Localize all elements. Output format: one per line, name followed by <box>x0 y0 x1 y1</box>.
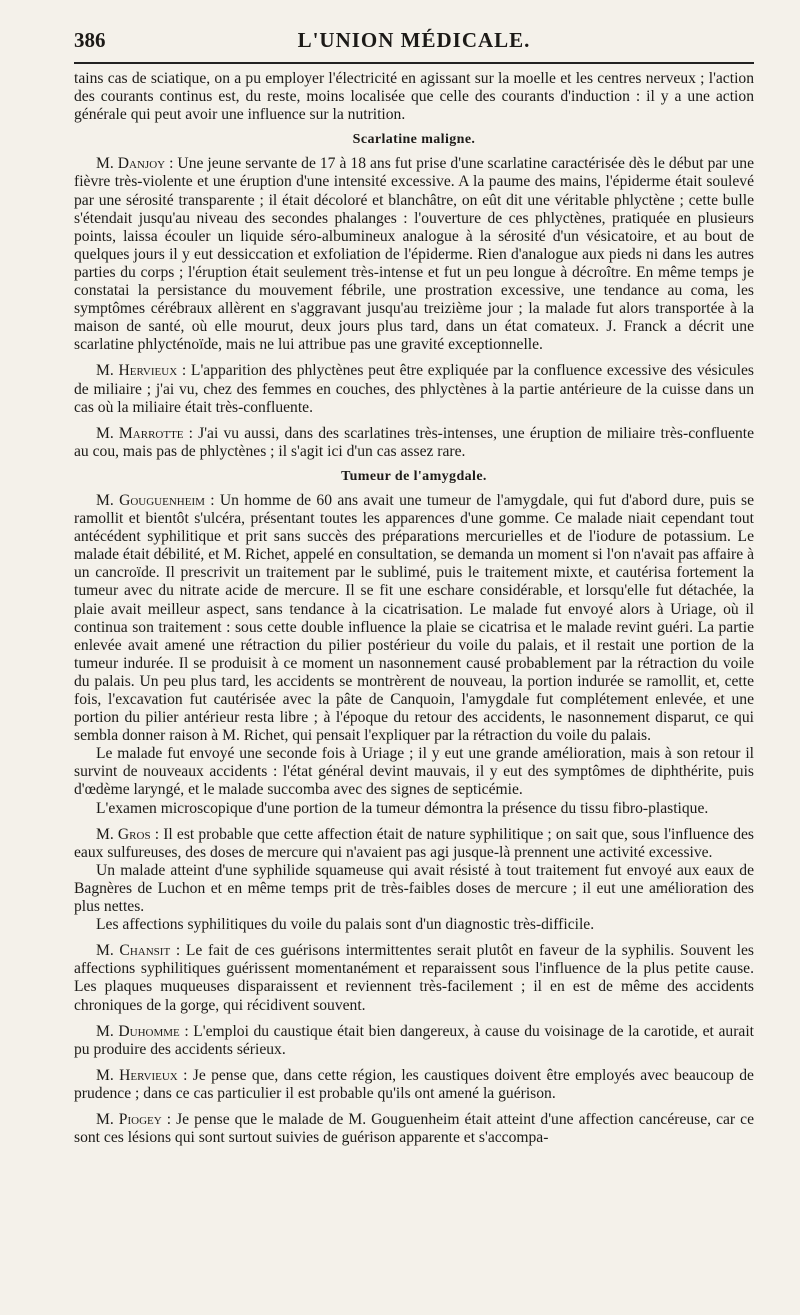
paragraph-text: : L'apparition des phlyctènes peut être expliquée par la confluence excessive des vésicules de miliaire ; j'ai vu, chez des femmes en couches, des phlyctènes à la partie antérieure de la cuisse dans un cas où la miliaire était très-confluente. <box>74 362 754 416</box>
paragraph <box>74 826 754 862</box>
article-body <box>74 70 754 1147</box>
paragraph <box>74 362 754 416</box>
header-rule <box>74 62 754 64</box>
paragraph <box>74 1067 754 1103</box>
paragraph <box>74 1023 754 1059</box>
paragraph <box>74 745 754 799</box>
paragraph-text: : Une jeune servante de 17 à 18 ans fut prise d'une scarlatine caractérisée dès le début par une fièvre très-violente et une éruption d'une intensité excessive. A la paume des mains, l'épiderme était soulevé par une sérosité transparente ; il était décoloré et blanchâtre, on eût dit une véritable phlyctène ; cette bulle s'étendait jusqu'au niveau des secondes phalanges : l'ouverture de ces phlyctènes, pratiquée en plusieurs points, laissa écouler un liquide séro-albumineux analogue à la sérosité d'un vésicatoire, et au bout de quelques jours il y eut dessiccation et exfoliation de l'épiderme. Rien d'analogue aux pieds ni dans les autres parties du corps ; l'éruption était seulement très-intense et fut un peu longue à décroître. En même temps je constatai la persistance du mouvement fébrile, une prostration excessive, une tendance au coma, les symptômes cérébraux allèrent en s'aggravant jusqu'au treizième jour ; la malade fut alors transportée à la maison de santé, où elle mourut, deux jours plus tard, dans un état comateux. J. Franck a décrit une scarlatine phlycténoïde, mais ne lui attribue pas une gravité exceptionnelle. <box>74 155 755 354</box>
paragraph-text: Le malade fut envoyé une seconde fois à Uriage ; il y eut une grande amélioration, mais à son retour il survint de nouveaux accidents : l'état général devint mauvais, il y eut des symptômes de diphthérite, puis d'œdème laryngé, et le malade succomba avec des signes de septicémie. <box>74 745 754 799</box>
paragraph-text: L'examen microscopique d'une portion de la tumeur démontra la présence du tissu fibro-plastique. <box>96 799 709 817</box>
speaker-name: M. Marrotte <box>96 424 184 442</box>
paragraph-text: : Je pense que le malade de M. Gouguenheim était atteint d'une affection cancéreuse, car ce sont ces lésions qui sont surtout suivies de guérison apparente et s'accompa- <box>74 1110 754 1147</box>
paragraph <box>74 916 754 934</box>
speaker-name: M. Duhomme <box>96 1022 180 1040</box>
page-number: 386 <box>74 28 106 52</box>
paragraph-text: Un malade atteint d'une syphilide squameuse qui avait résisté à tout traitement fut envoyé aux eaux de Bagnères de Luchon et en même temps prit de très-faibles doses de mercure ; il eut une amélioration des plus nettes. <box>74 861 754 916</box>
paragraph <box>74 800 754 818</box>
section-heading: Scarlatine maligne. <box>352 132 476 148</box>
paragraph-text: : Il est probable que cette affection était de nature syphilitique ; on sait que, sous l'influence des eaux sulfureuses, des doses de mercure qui n'avaient pas agi jusque-là prennent une activité excessive. <box>74 825 754 861</box>
paragraph <box>74 70 754 124</box>
speaker-name: M. Gouguenheim <box>96 491 205 509</box>
speaker-name: M. Piogey <box>96 1110 162 1128</box>
speaker-name: M. Hervieux <box>96 1066 178 1084</box>
paragraph <box>74 1111 754 1147</box>
paragraph-text: : Le fait de ces guérisons intermittentes serait plutôt en faveur de la syphilis. Souvent les affections syphilitiques guérissent momentanément et reparaissent sous l'influence de la plus petite cause. Les plaques muqueuses disparaissent et reviennent très-facilement ; il en est de même des accidents chroniques de la gorge, qui récidivent souvent. <box>74 942 754 1014</box>
speaker-name: M. Chansit <box>96 942 171 960</box>
paragraph-text: : J'ai vu aussi, dans des scarlatines très-intenses, une éruption de miliaire très-confluente au cou, mais pas de phlyctènes ; il s'agit ici d'un cas assez rare. <box>74 424 754 460</box>
speaker-name: M. Danjoy <box>96 155 166 173</box>
paragraph <box>74 155 754 354</box>
speaker-name: M. Gros <box>96 825 151 843</box>
paragraph-text: : Un homme de 60 ans avait une tumeur de l'amygdale, qui fut d'abord dure, puis se ramollit et bientôt s'ulcéra, présentant toutes les apparences d'une gomme. Ce malade niait cependant tout antécédent syphilitique et prit sans succès des préparations mercurielles et de l'iodure de potassium. Le malade était débilité, et M. Richet, appelé en consultation, se demanda un moment si l'on n'avait pas affaire à un cancroïde. Il prescrivit un traitement par le sublimé, puis le traitement mixte, et cautérisa fortement la tumeur avec du nitrate acide de mercure. Il se fit une eschare considérable, et lorsqu'elle fut détachée, la plaie avait meilleur aspect, sans tendance à la cicatrisation. Le malade fut envoyé alors à Uriage, où il continua son traitement : sous cette double influence la plaie se cicatrisa et le malade revint guéri. La partie enlevée avait amené une rétraction du pilier postérieur du voile du palais, et il restait une portion de la tumeur indurée. Il se produisit à ce moment un nasonnement causé probablement par la rétraction du voile du palais. Un peu plus tard, les accidents se montrèrent de nouveau, la portion indurée se ramollit, et, cette fois, l'excavation fut cautérisée avec la pâte de Canquoin, l'amygdale fut complétement enlevée, et une portion du pilier antérieur resta libre ; à l'époque du retour des accidents, le nasonnement disparut, ce qui sembla donner raison à M. Richet, qui pensait l'expliquer par la rétraction du voile du palais. <box>74 491 754 745</box>
paragraph-text: : L'emploi du caustique était bien dangereux, à cause du voisinage de la carotide, et aurait pu produire des accidents sérieux. <box>74 1022 754 1058</box>
paragraph-text: : Je pense que, dans cette région, les caustiques doivent être employés avec beaucoup de prudence ; dans ce cas particulier il est probable qu'ils ont amené la guérison. <box>74 1066 754 1102</box>
running-title: L'UNION MÉDICALE. <box>297 28 531 52</box>
section-heading: Tumeur de l'amygdale. <box>341 468 487 484</box>
speaker-name: M. Hervieux <box>96 362 178 380</box>
paragraph <box>74 492 754 745</box>
paragraph-text: Les affections syphilitiques du voile du palais sont d'un diagnostic très-difficile. <box>96 916 595 934</box>
paragraph <box>74 862 754 916</box>
paragraph-text: tains cas de sciatique, on a pu employer l'électricité en agissant sur la moelle et les centres nerveux ; l'action des courants continus est, du reste, moins localisée que celle des courants d'induction : il y a une action générale qui peut avoir une influence sur la nutrition. <box>74 70 754 124</box>
paragraph <box>74 942 754 1014</box>
paragraph <box>74 425 754 461</box>
page-header <box>74 26 754 62</box>
